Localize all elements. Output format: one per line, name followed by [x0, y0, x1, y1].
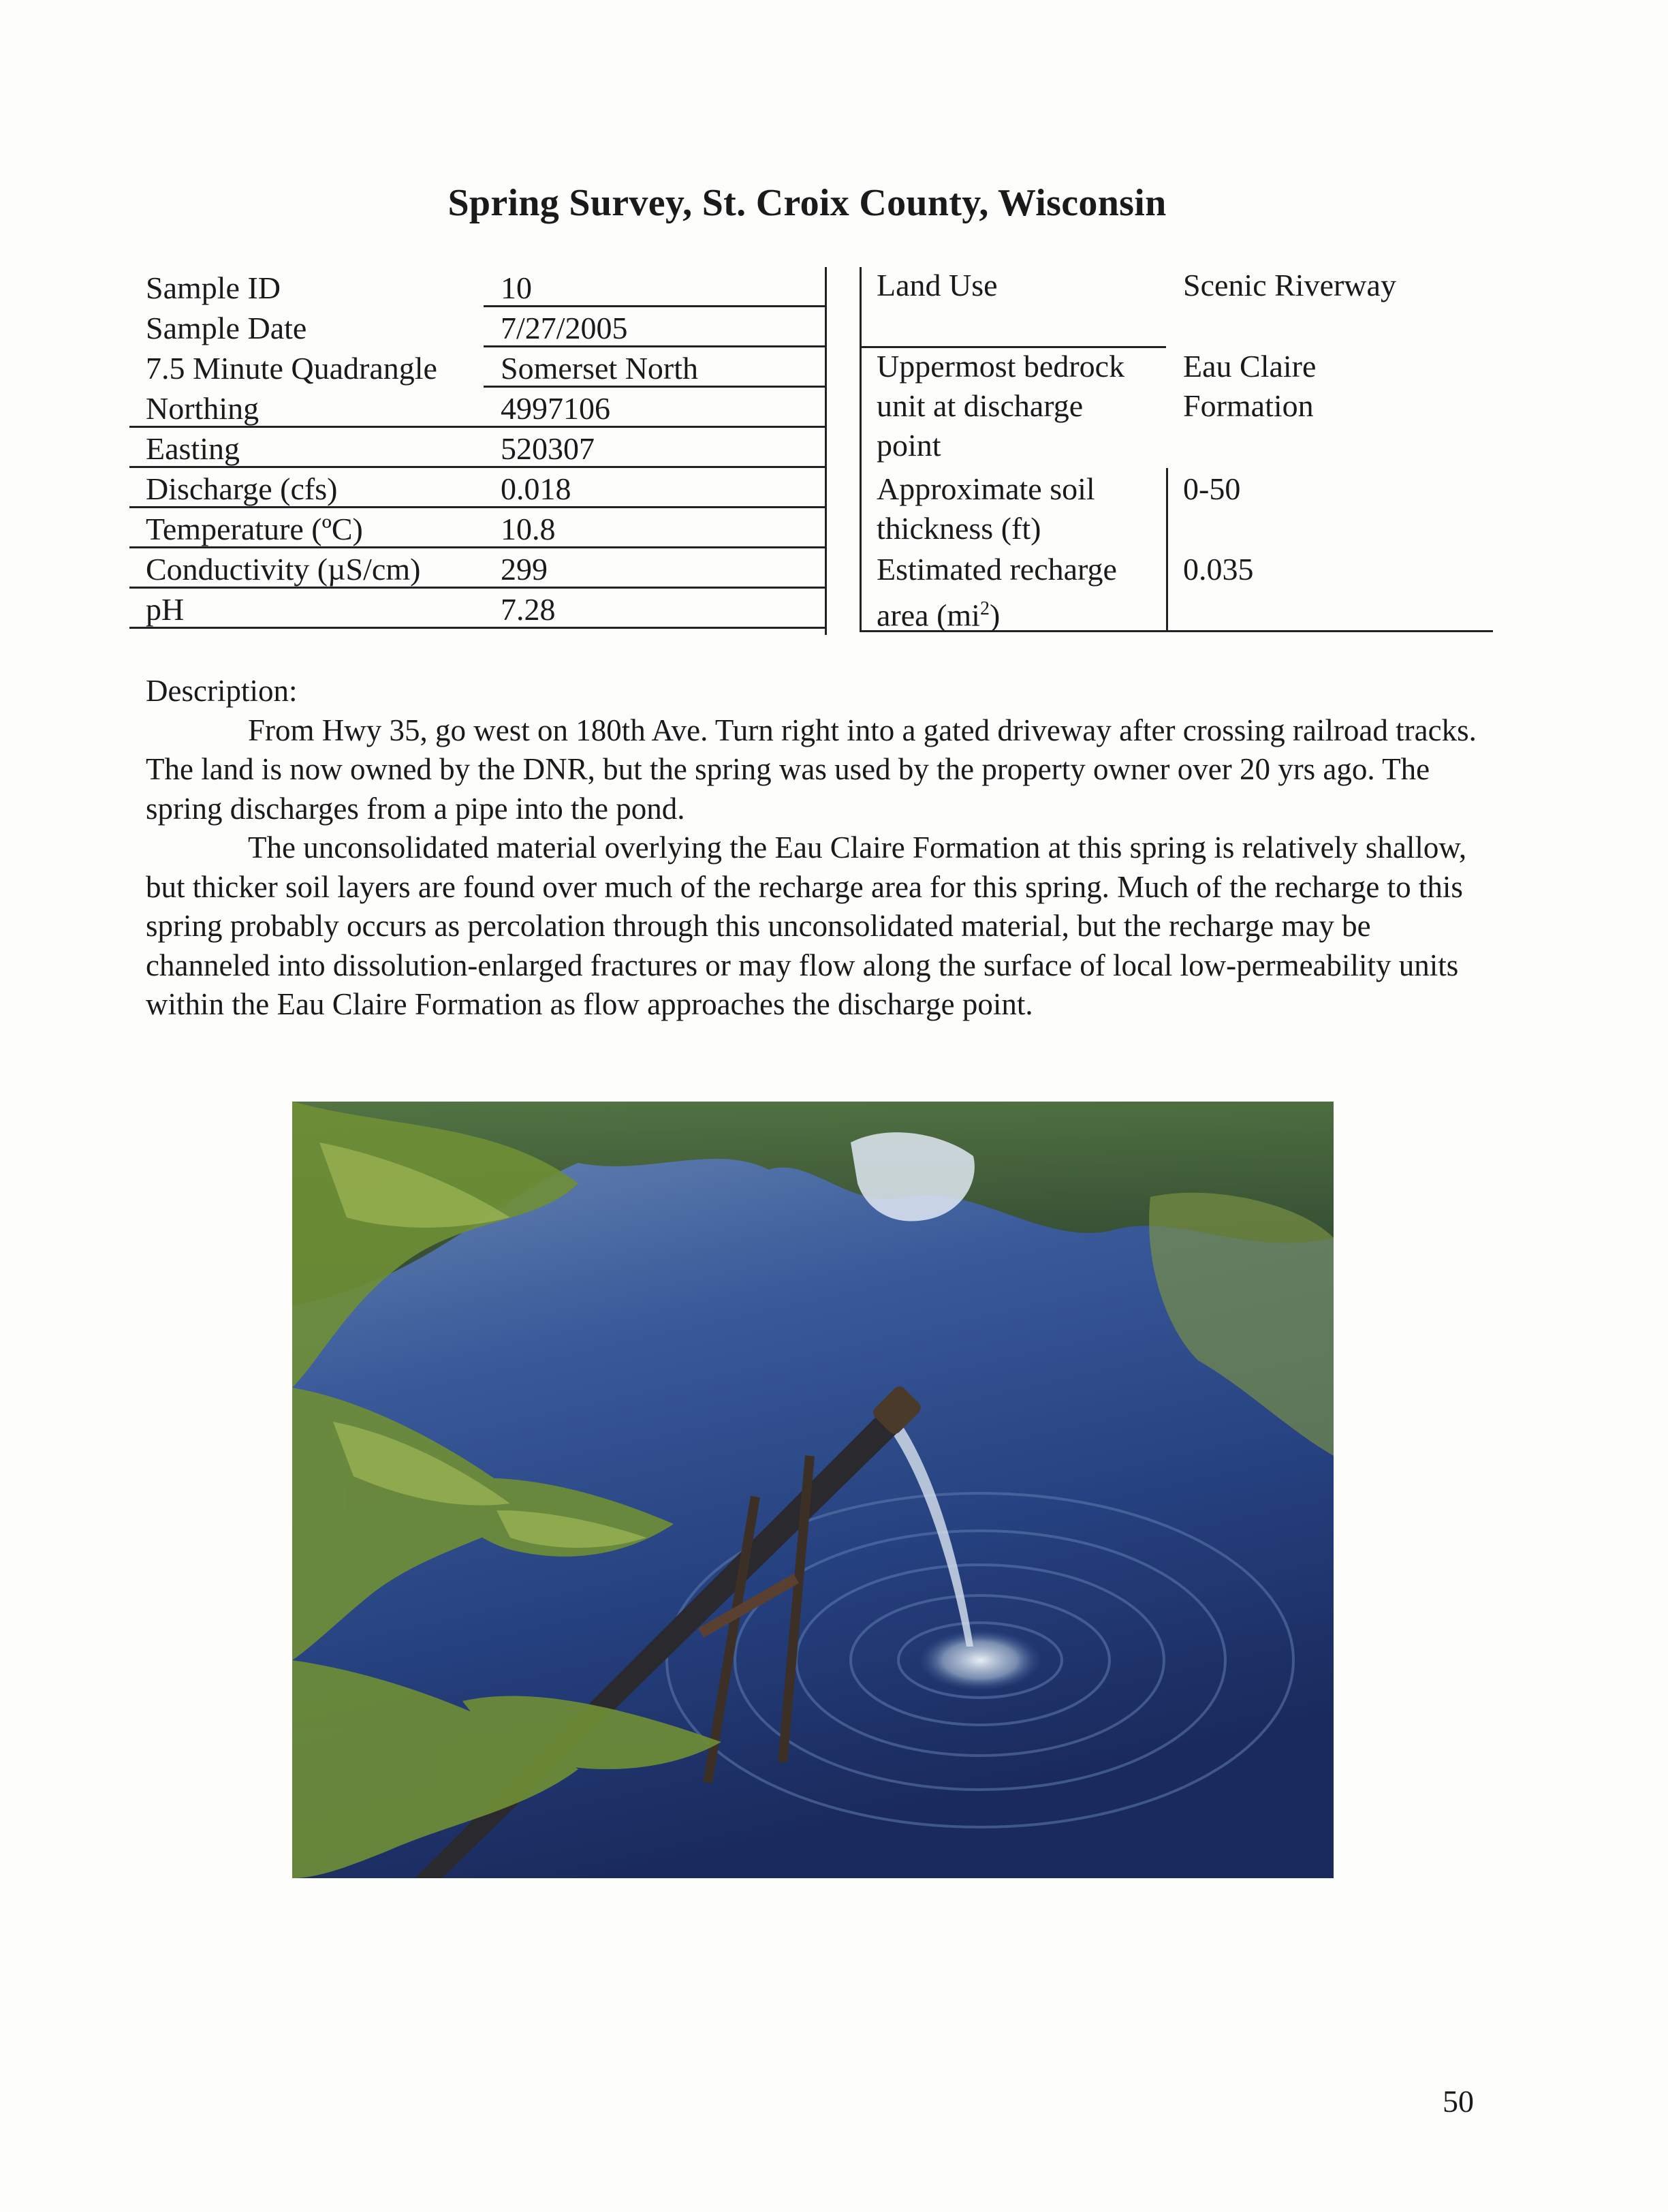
table-row [129, 508, 827, 548]
recharge-label-line: Estimated recharge [877, 552, 1117, 587]
bedrock-label-line: unit at discharge [877, 388, 1084, 423]
recharge-area-label [877, 550, 1117, 635]
recharge-label-text: area (mi [877, 597, 980, 633]
soil-label-line: Approximate soil [877, 471, 1095, 506]
table-row [129, 347, 827, 388]
table-border [1166, 468, 1168, 632]
bedrock-label-line: Uppermost bedrock [877, 349, 1125, 384]
bedrock-value-line: Eau Claire [1183, 349, 1317, 384]
row-value: 0.018 [501, 471, 571, 506]
table-row [129, 468, 827, 508]
table-border [860, 267, 862, 632]
description-paragraph: The unconsolidated material overlying the Eau Claire Formation at this spring is relatively shallow, but thicker soil layers are found over much of the recharge area for this spring. Much of the recharge to this spring probably occurs as percolation through this unconsolidated material, but the recharge may be channeled into dissolution-enlarged fractures or may flow along the surface of local low-permeability units within the Eau Claire Formation as flow approaches the discharge point. [146, 830, 1467, 1021]
row-label: Temperature (ºC) [146, 512, 363, 546]
row-label: Sample Date [146, 311, 307, 345]
soil-thickness-label [877, 469, 1095, 548]
row-value: 520307 [501, 431, 595, 466]
sample-data-table [129, 267, 828, 635]
row-label: Sample ID [146, 270, 281, 305]
row-label: Conductivity (µS/cm) [146, 552, 421, 587]
table-row [129, 267, 827, 307]
row-label: Easting [146, 431, 240, 466]
description-heading: Description: [146, 674, 298, 708]
bedrock-value [1183, 347, 1316, 426]
row-label: pH [146, 592, 185, 627]
soil-thickness-value: 0-50 [1183, 471, 1241, 506]
row-value: 10.8 [501, 512, 556, 546]
superscript: 2 [979, 598, 990, 619]
recharge-label-text: ) [989, 597, 1001, 633]
row-label: 7.5 Minute Quadrangle [146, 351, 437, 386]
table-row [129, 589, 827, 629]
row-label: Discharge (cfs) [146, 471, 338, 506]
site-characteristics-table [860, 267, 1493, 635]
row-value: 7.28 [501, 592, 556, 627]
land-use-value: Scenic Riverway [1183, 268, 1396, 302]
row-value: 299 [501, 552, 548, 587]
table-row [129, 307, 827, 347]
row-value: 10 [501, 270, 532, 305]
row-value: 4997106 [501, 391, 610, 426]
row-value: 7/27/2005 [501, 311, 628, 345]
recharge-label-line [877, 589, 1117, 635]
bedrock-value-line: Formation [1183, 388, 1314, 423]
bedrock-label [877, 347, 1124, 465]
soil-label-line: thickness (ft) [877, 511, 1041, 546]
spring-photo [292, 1102, 1334, 1878]
row-label: Northing [146, 391, 259, 426]
description-paragraph: From Hwy 35, go west on 180th Ave. Turn right into a gated driveway after crossing railroad tracks. The land is now owned by the DNR, but the spring was used by the property owner over 20 yrs ago. The spring discharges from a pipe into the pond. [146, 713, 1477, 826]
row-divider [129, 627, 825, 629]
description-section [146, 672, 1494, 1025]
bedrock-label-line: point [877, 428, 941, 463]
page-title: Spring Survey, St. Croix County, Wisconsin [447, 182, 1167, 224]
page-number: 50 [1443, 2084, 1474, 2119]
recharge-area-value: 0.035 [1183, 552, 1254, 587]
land-use-label: Land Use [877, 268, 998, 302]
table-row [129, 548, 827, 589]
row-value: Somerset North [501, 351, 699, 386]
table-row [129, 388, 827, 428]
table-row [129, 428, 827, 468]
